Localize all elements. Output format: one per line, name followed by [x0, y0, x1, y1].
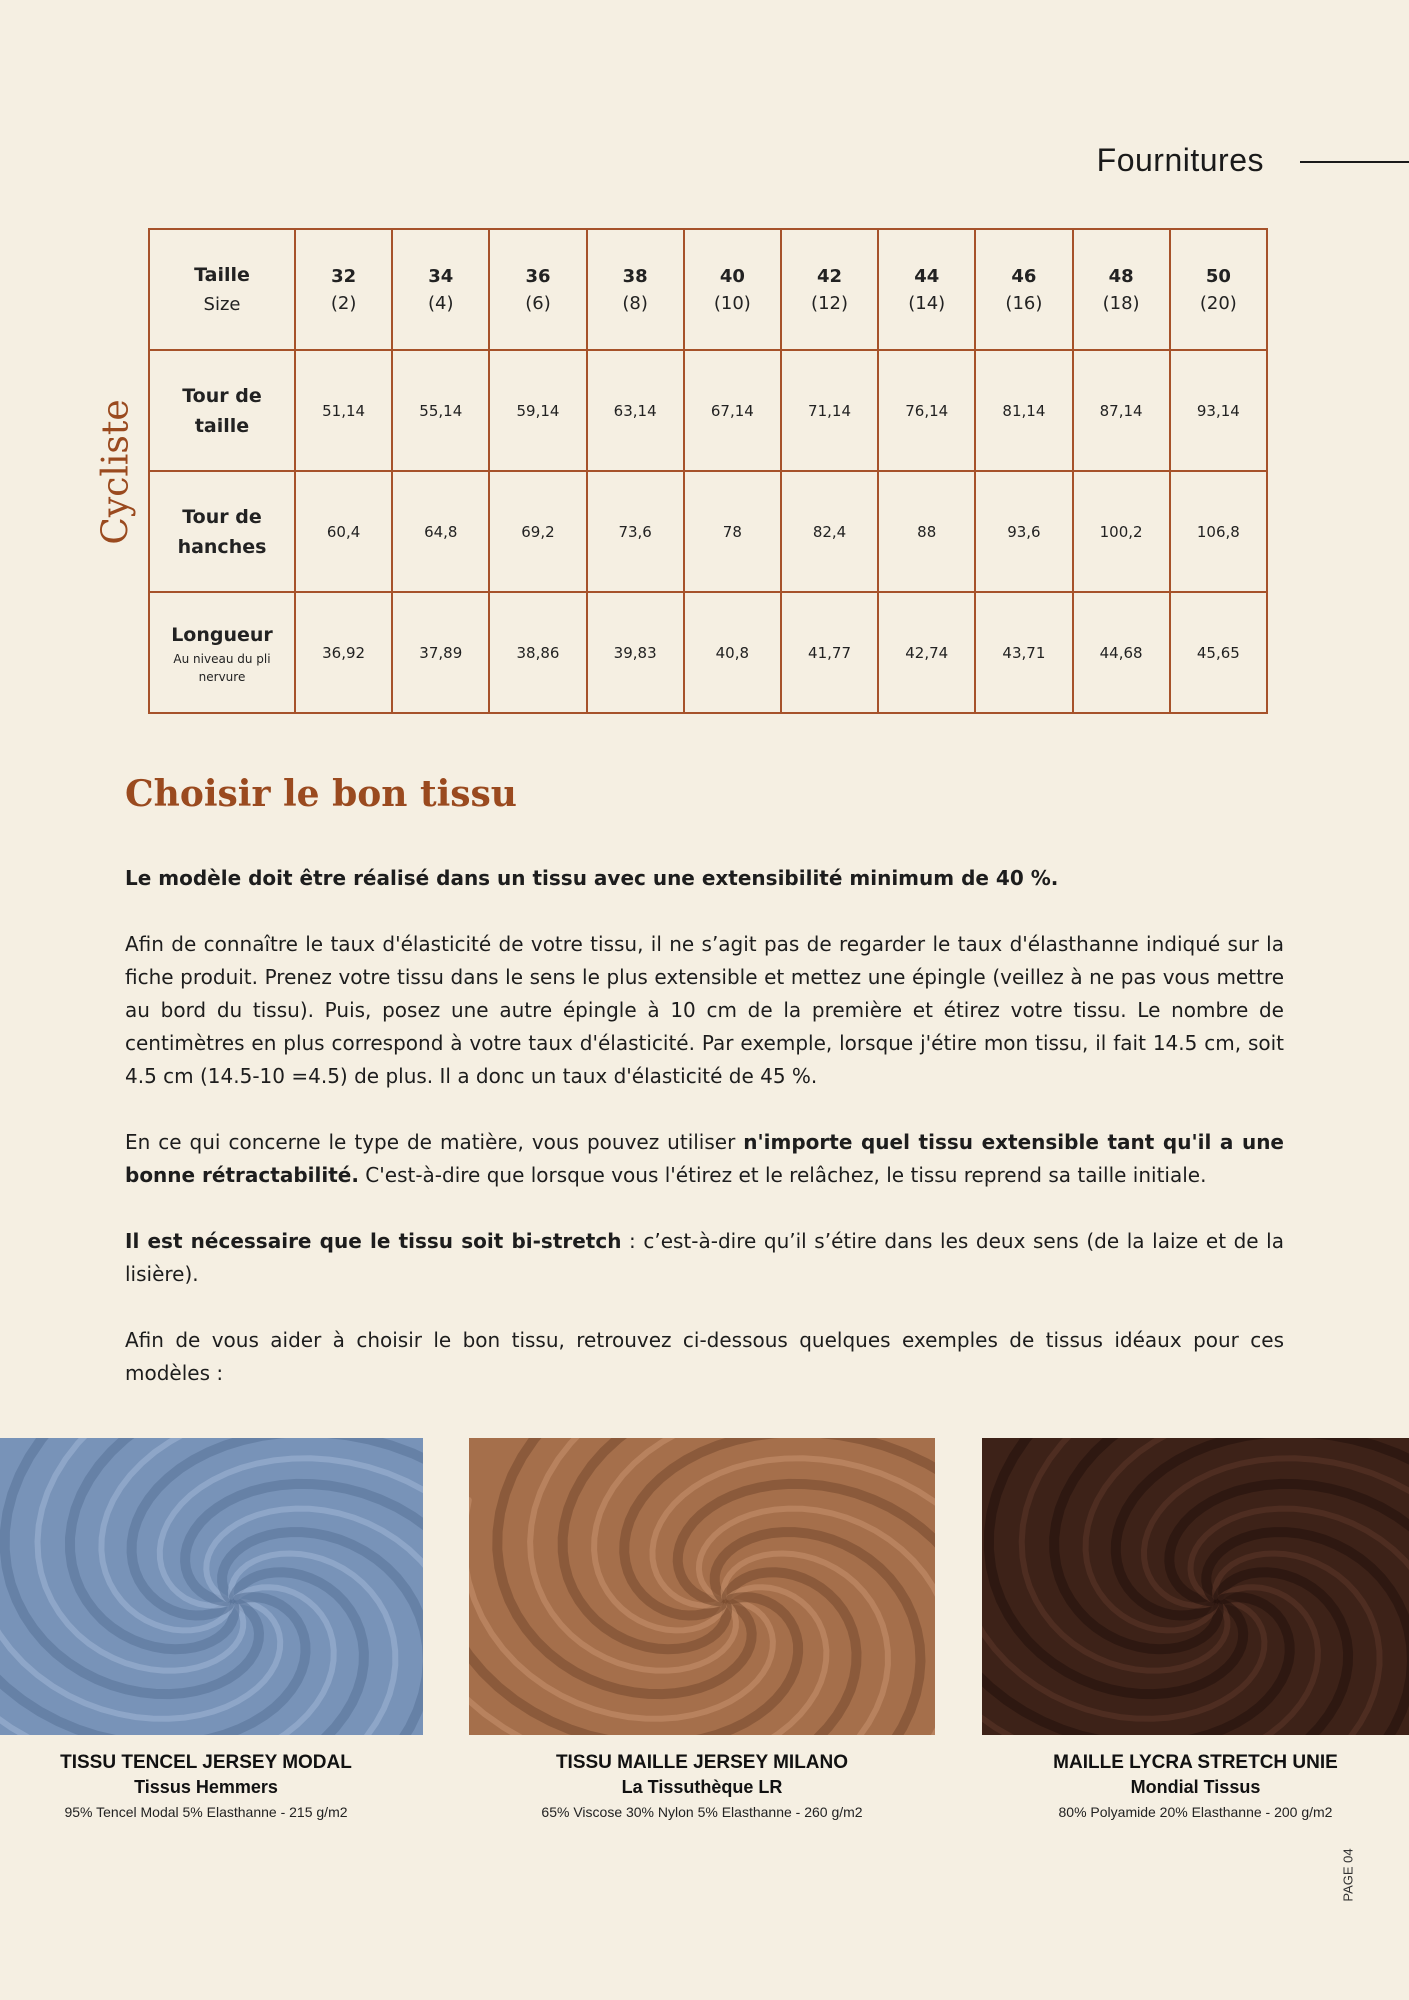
fabric-name: TISSU MAILLE JERSEY MILANO — [555, 1752, 849, 1773]
measure-cell: 93,6 — [975, 471, 1072, 592]
fabric-shop: Mondial Tissus — [1130, 1777, 1261, 1797]
length-row — [149, 592, 1267, 713]
examples-paragraph: Afin de vous aider à choisir le bon tissu, retrouvez ci-dessous quelques exemples de tissus idéaux pour ces modèles : — [125, 1328, 1284, 1385]
measure-cell: 37,89 — [392, 592, 489, 713]
size-label-en: Size — [203, 293, 241, 315]
intro-bold: Le modèle doit être réalisé dans un tissu avec une extensibilité minimum de 40 %. — [125, 866, 1059, 890]
section-header-title: Fournitures — [1096, 142, 1264, 178]
measure-cell: 88 — [878, 471, 975, 592]
fabric-photo-tencel — [0, 1438, 423, 1735]
measure-cell: 41,77 — [781, 592, 878, 713]
elasticity-paragraph: Afin de connaître le taux d'élasticité de votre tissu, il ne s’agit pas de regarder le taux d'élasthanne indiqué sur la fiche produit. Prenez votre tissu dans le sens le plus extensible et mettez une épingle (veillez à ne pas vous mettre au bord du tissu). Puis, posez une autre épingle à 10 cm de la première et étirez votre tissu. Le nombre de centimètres en plus correspond à votre taux d'élasticité. Par exemple, lorsque j'étire mon tissu, il fait 14.5 cm, soit 4.5 cm (14.5-10 =4.5) de plus. Il a donc un taux d'élasticité de 45 %. — [125, 932, 1284, 1088]
size-fr: 38 — [622, 265, 648, 287]
size-fr: 42 — [817, 265, 843, 287]
row-label-line1: Tour de — [182, 384, 262, 407]
fabric-shop: Tissus Hemmers — [134, 1777, 278, 1797]
size-us: (16) — [1005, 292, 1043, 314]
size-header-cell — [1073, 229, 1170, 350]
bistretch-paragraph — [125, 1225, 1284, 1291]
size-header-cell — [878, 229, 975, 350]
size-header-cell — [489, 229, 586, 350]
size-fr: 34 — [428, 265, 454, 287]
measure-cell: 51,14 — [295, 350, 392, 471]
size-us: (10) — [713, 292, 751, 314]
size-us: (12) — [811, 292, 848, 314]
size-header-cell — [295, 229, 392, 350]
size-header-cell — [781, 229, 878, 350]
row-label-line2: taille — [194, 414, 250, 437]
measure-cell: 42,74 — [878, 592, 975, 713]
row-label-line1: Tour de — [182, 505, 262, 528]
size-fr: 44 — [914, 265, 940, 287]
fabric-caption-lycra — [982, 1752, 1409, 1820]
measure-cell: 93,14 — [1170, 350, 1267, 471]
measure-cell: 44,68 — [1073, 592, 1170, 713]
fabric-swirl-image — [0, 1438, 423, 1735]
size-fr: 36 — [525, 265, 551, 287]
fabric-swirl-image — [982, 1438, 1409, 1735]
size-us: (6) — [525, 292, 551, 314]
size-fr: 46 — [1011, 265, 1037, 287]
measure-cell: 73,6 — [587, 471, 684, 592]
size-fr: 40 — [719, 265, 745, 287]
size-us: (2) — [330, 292, 357, 314]
measure-cell: 71,14 — [781, 350, 878, 471]
size-chart-table — [148, 228, 1268, 714]
measure-cell: 38,86 — [489, 592, 586, 713]
measure-cell: 43,71 — [975, 592, 1072, 713]
measure-cell: 36,92 — [295, 592, 392, 713]
fabric-photo-lycra — [982, 1438, 1409, 1735]
material-text-post: C'est-à-dire que lorsque vous l'étirez et le relâchez, le tissu reprend sa taille initiale. — [358, 1163, 1207, 1187]
size-us: (18) — [1102, 292, 1140, 314]
fabric-caption-milano — [469, 1752, 935, 1820]
size-header-label — [149, 229, 295, 350]
size-us: (8) — [622, 292, 648, 314]
measure-cell: 81,14 — [975, 350, 1072, 471]
measure-cell: 69,2 — [489, 471, 586, 592]
body-text — [125, 862, 1284, 1423]
size-header-cell — [975, 229, 1072, 350]
material-paragraph — [125, 1126, 1284, 1192]
row-label-line1: Longueur — [171, 623, 273, 646]
size-us: (14) — [908, 292, 946, 314]
measure-cell: 45,65 — [1170, 592, 1267, 713]
measure-cell: 76,14 — [878, 350, 975, 471]
fabric-shop: La Tissuthèque LR — [621, 1777, 783, 1797]
size-fr: 32 — [331, 265, 357, 287]
material-text-pre: En ce qui concerne le type de matière, vous pouvez utiliser — [125, 1130, 744, 1154]
material-text-bold: n'importe quel tissu extensible tant qu'il a une bonne rétractabilité. — [125, 1130, 1284, 1187]
measure-cell: 55,14 — [392, 350, 489, 471]
measure-cell: 67,14 — [684, 350, 781, 471]
size-fr: 48 — [1108, 265, 1134, 287]
fabric-photo-milano — [469, 1438, 935, 1735]
row-label-waist — [149, 350, 295, 471]
measure-cell: 100,2 — [1073, 471, 1170, 592]
measure-cell: 64,8 — [392, 471, 489, 592]
size-header-cell — [392, 229, 489, 350]
bistretch-text-post: : c’est-à-dire qu’il s’étire dans les deux sens (de la laize et de la lisière). — [125, 1229, 1284, 1286]
row-label-hips — [149, 471, 295, 592]
size-us: (4) — [428, 292, 454, 314]
size-fr: 50 — [1205, 265, 1231, 287]
size-us: (20) — [1199, 292, 1237, 314]
fabric-composition: 65% Viscose 30% Nylon 5% Elasthanne - 260 g/m2 — [541, 1804, 863, 1820]
row-label-line2: hanches — [177, 535, 267, 558]
measure-cell: 63,14 — [587, 350, 684, 471]
size-header-cell — [1170, 229, 1267, 350]
measure-cell: 39,83 — [587, 592, 684, 713]
row-label-length — [149, 592, 295, 713]
size-header-cell — [587, 229, 684, 350]
row-label-note: Au niveau du pli nervure — [173, 651, 271, 684]
bistretch-text-bold: Il est nécessaire que le tissu soit bi-stretch — [125, 1229, 622, 1253]
fabric-caption-tencel — [0, 1752, 412, 1820]
intro-paragraph — [125, 862, 1284, 895]
measure-cell: 78 — [684, 471, 781, 592]
measure-cell: 82,4 — [781, 471, 878, 592]
header-rule — [1300, 161, 1409, 163]
fabric-swirl-image — [469, 1438, 935, 1735]
measure-cell: 59,14 — [489, 350, 586, 471]
measure-cell: 106,8 — [1170, 471, 1267, 592]
fabric-name: TISSU TENCEL JERSEY MODAL — [60, 1752, 352, 1773]
measure-cell: 87,14 — [1073, 350, 1170, 471]
size-label-fr: Taille — [194, 263, 250, 286]
fabric-composition: 80% Polyamide 20% Elasthanne - 200 g/m2 — [1058, 1804, 1333, 1820]
fabric-composition: 95% Tencel Modal 5% Elasthanne - 215 g/m2 — [64, 1804, 348, 1820]
size-header-row — [149, 229, 1267, 350]
section-title: Choisir le bon tissu — [125, 773, 517, 815]
waist-row — [149, 350, 1267, 471]
measure-cell: 40,8 — [684, 592, 781, 713]
measure-cell: 60,4 — [295, 471, 392, 592]
size-header-cell — [684, 229, 781, 350]
fabric-name: MAILLE LYCRA STRETCH UNIE — [1053, 1752, 1338, 1773]
page-number: PAGE 04 — [1340, 1848, 1356, 1902]
garment-label: Cycliste — [95, 399, 137, 545]
fabric-examples — [0, 1438, 1409, 1738]
hips-row — [149, 471, 1267, 592]
